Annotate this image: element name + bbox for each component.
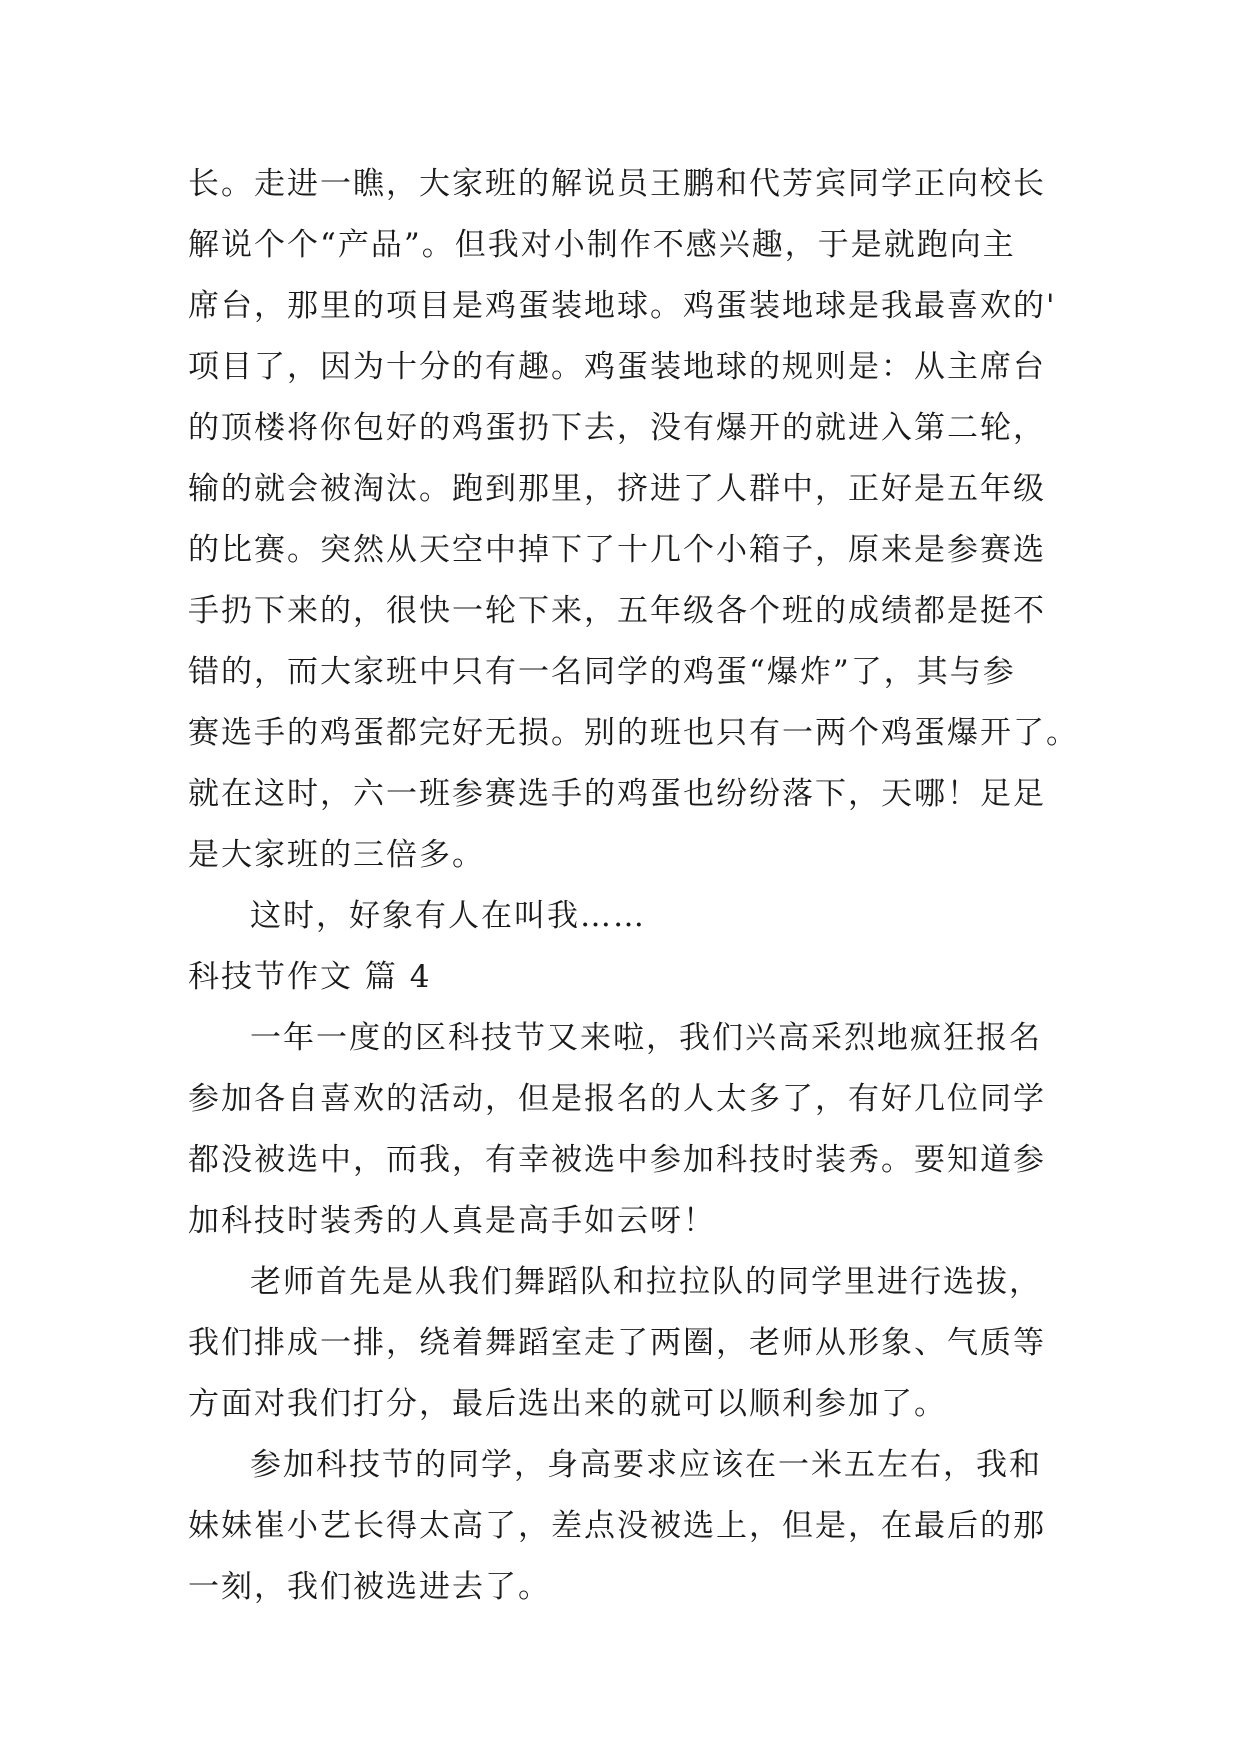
paragraph-first-line: 老师首先是从我们舞蹈队和拉拉队的同学里进行选拔， [250, 1264, 1042, 1300]
text-line: 就在这时，六一班参赛选手的鸡蛋也纷纷落下，天哪！足足 [188, 776, 1046, 812]
text-line: 妹妹崔小艺长得太高了，差点没被选上，但是，在最后的那 [188, 1508, 1046, 1544]
paragraph-first-line: 这时，好象有人在叫我…… [250, 898, 646, 934]
text-line: 方面对我们打分，最后选出来的就可以顺利参加了。 [188, 1386, 947, 1422]
text-line: 加科技时装秀的人真是高手如云呀！ [188, 1203, 716, 1239]
text-line: 的顶楼将你包好的鸡蛋扔下去，没有爆开的就进入第二轮， [188, 410, 1046, 446]
text-line: 我们排成一排，绕着舞蹈室走了两圈，老师从形象、气质等 [188, 1325, 1046, 1361]
text-line: 赛选手的鸡蛋都完好无损。别的班也只有一两个鸡蛋爆开了。 [188, 715, 1079, 751]
section-heading: 科技节作文 篇 4 [188, 959, 432, 995]
text-line: 长。走进一瞧，大家班的解说员王鹏和代芳宾同学正向校长 [188, 166, 1046, 202]
text-line: 解说个个“产品”。但我对小制作不感兴趣，于是就跑向主 [188, 227, 1016, 263]
text-line: 席台，那里的项目是鸡蛋装地球。鸡蛋装地球是我最喜欢的' [188, 288, 1057, 324]
paragraph-first-line: 参加科技节的同学，身高要求应该在一米五左右，我和 [250, 1447, 1042, 1483]
text-line: 输的就会被淘汰。跑到那里，挤进了人群中，正好是五年级 [188, 471, 1046, 507]
text-line: 的比赛。突然从天空中掉下了十几个小箱子，原来是参赛选 [188, 532, 1046, 568]
text-line: 都没被选中，而我，有幸被选中参加科技时装秀。要知道参 [188, 1142, 1046, 1178]
document-body [188, 154, 1079, 1618]
text-line: 错的，而大家班中只有一名同学的鸡蛋“爆炸”了，其与参 [188, 654, 1016, 690]
text-line: 一刻，我们被选进去了。 [188, 1569, 551, 1605]
text-line: 项目了，因为十分的有趣。鸡蛋装地球的规则是：从主席台 [188, 349, 1046, 385]
text-line: 是大家班的三倍多。 [188, 837, 485, 873]
text-line: 手扔下来的，很快一轮下来，五年级各个班的成绩都是挺不 [188, 593, 1046, 629]
paragraph-first-line: 一年一度的区科技节又来啦，我们兴高采烈地疯狂报名 [250, 1020, 1042, 1056]
text-line: 参加各自喜欢的活动，但是报名的人太多了，有好几位同学 [188, 1081, 1046, 1117]
